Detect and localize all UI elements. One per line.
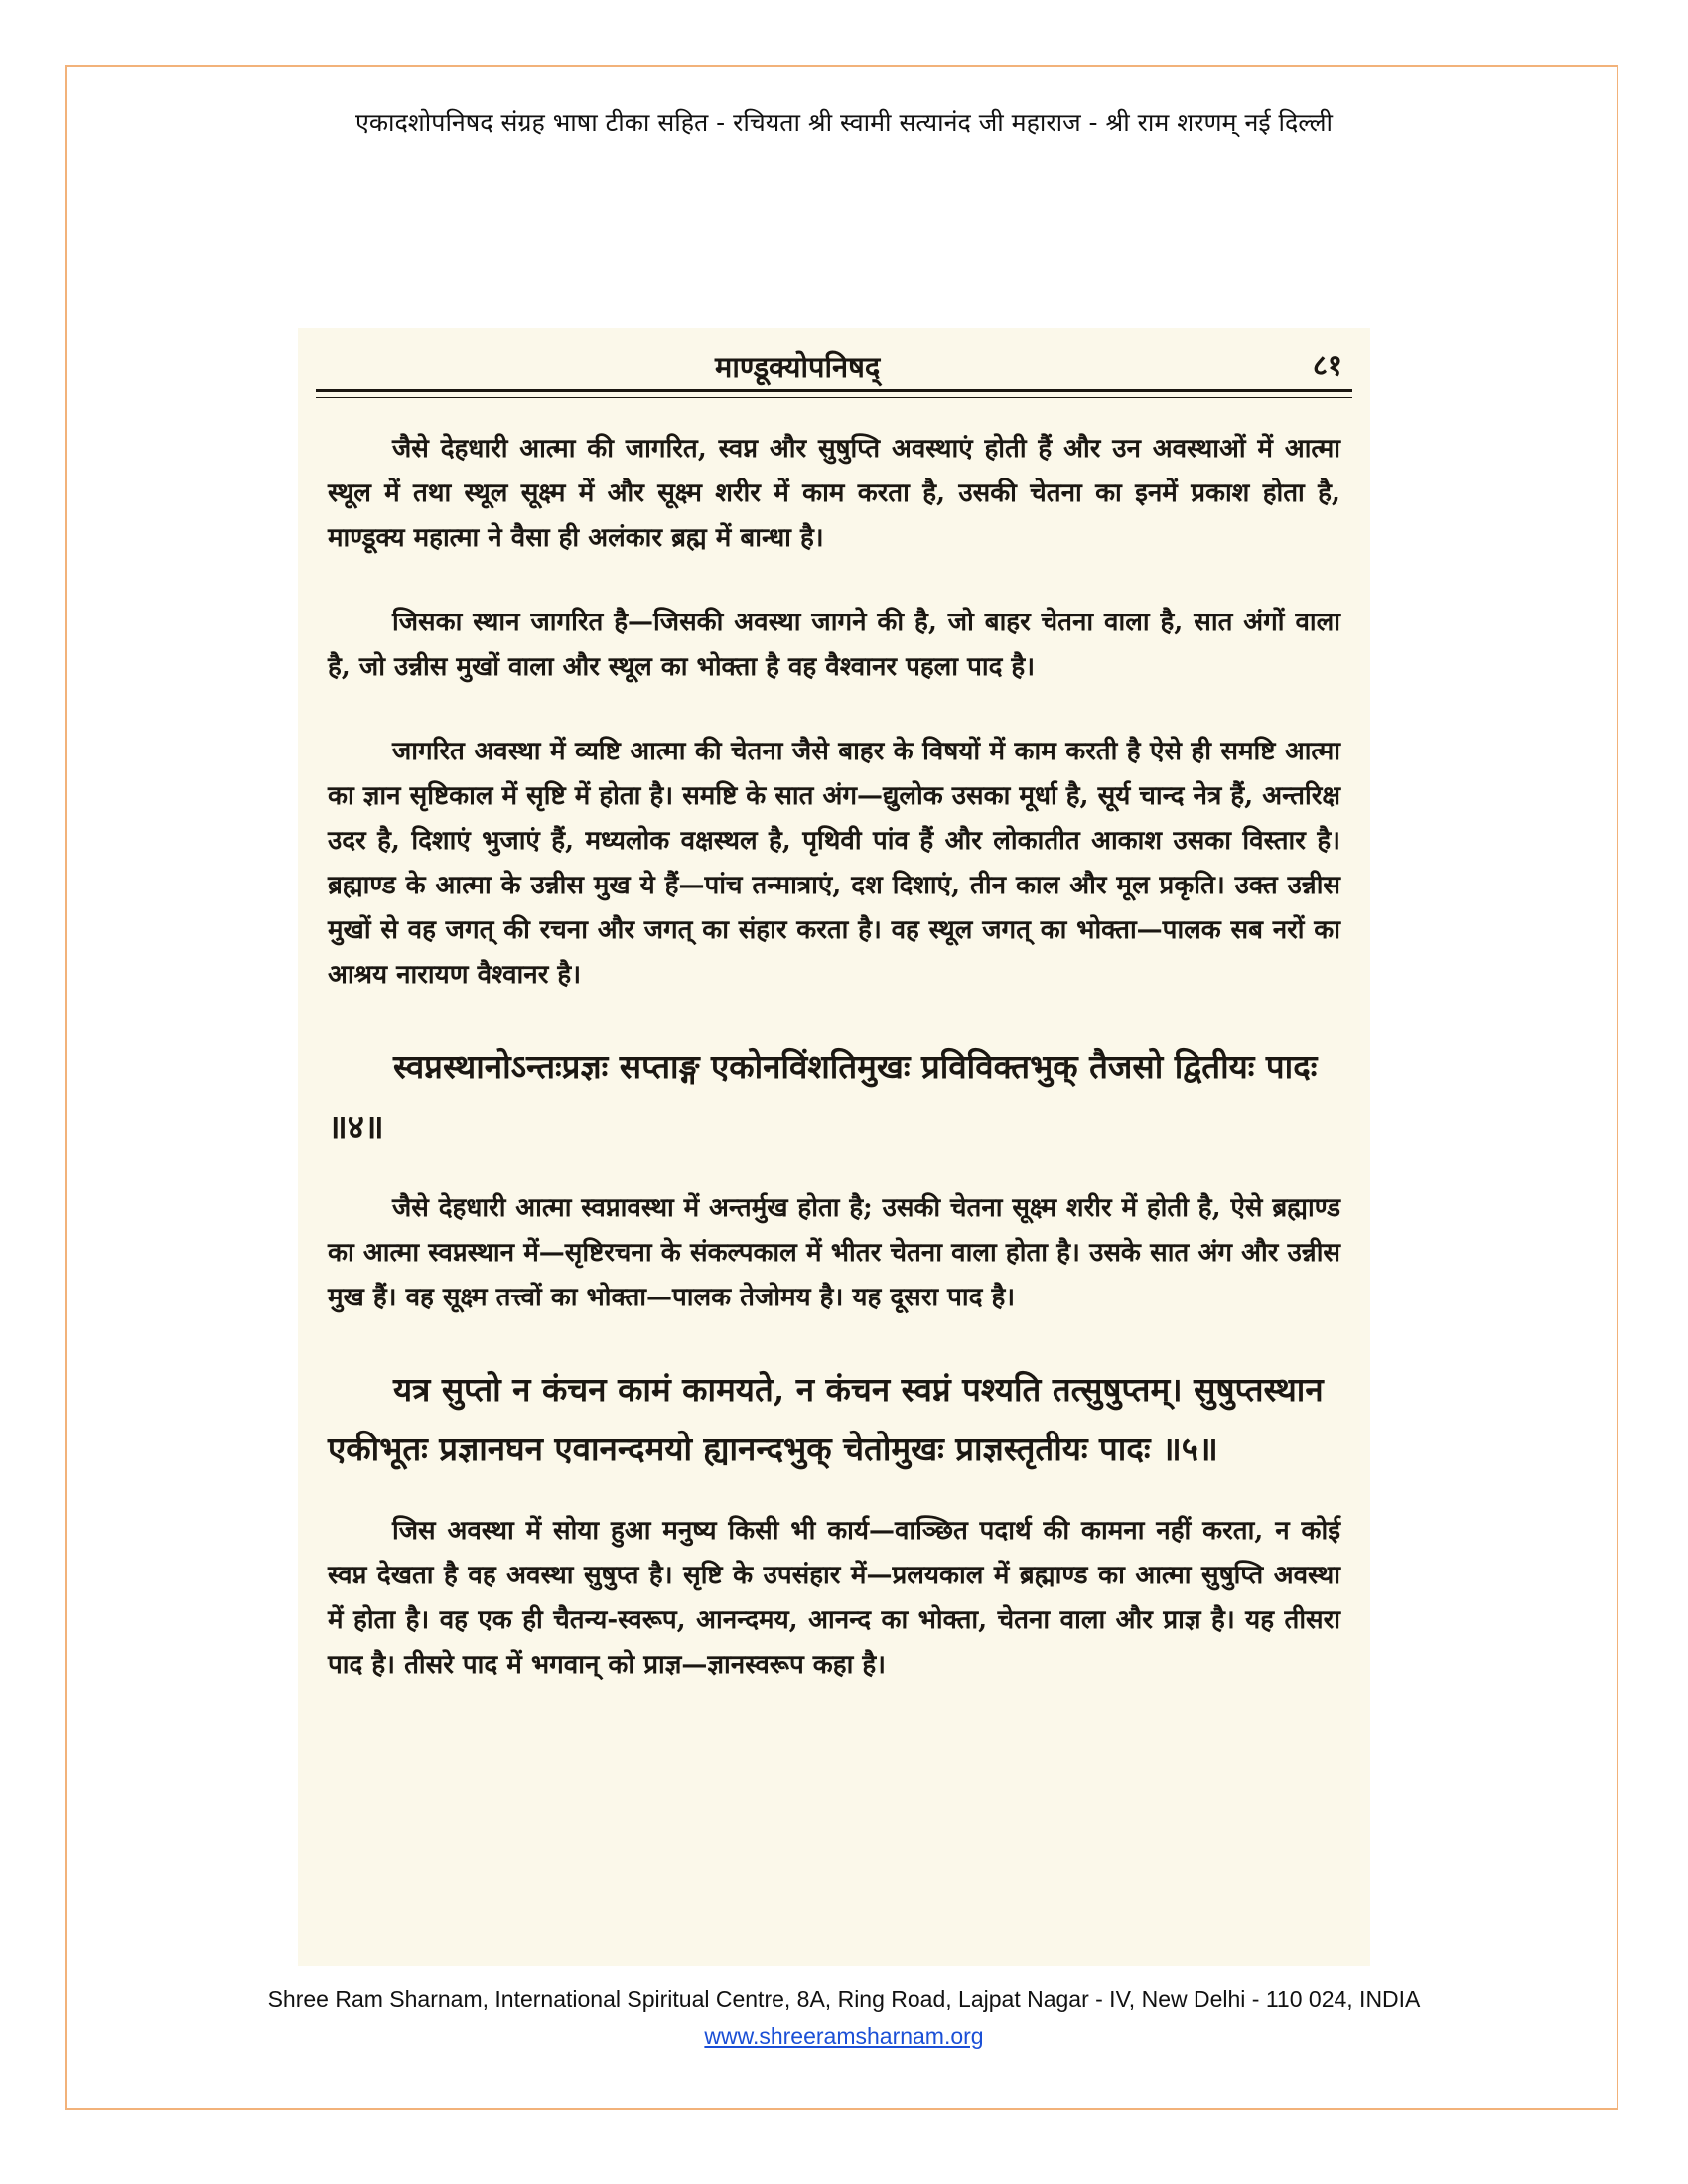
paragraph-3: जागरित अवस्था में व्यष्टि आत्मा की चेतना जैसे बाहर के विषयों में काम करती है ऐसे ही समष्टि आत्मा का ज्ञान सृष्टिकाल में सृष्टि में होता है। समष्टि के सात अंग—द्युलोक उसका मूर्धा है, सूर्य चान्द नेत्र हैं, अन्तरिक्ष उदर है, दिशाएं भुजाएं हैं, मध्यलोक वक्षस्थल है, पृथिवी पांव हैं और लोकातीत आकाश उसका विस्तार है। ब्रह्माण्ड के आत्मा के उन्नीस मुख ये हैं—पांच तन्मात्राएं, दश दिशाएं, तीन काल और मूल प्रकृति। उक्त उन्नीस मुखों से वह जगत् की रचना और जगत् का संहार करता है। वह स्थूल जगत् का भोक्ता—पालक सब नरों का आश्रय नारायण वैश्वानर है।: [328, 737, 1340, 990]
scanned-page: [298, 328, 1370, 1966]
page-number: ८१: [1312, 348, 1342, 382]
verse-4: स्वप्नस्थानोऽन्तःप्रज्ञः सप्ताङ्ग एकोनविंशतिमुखः प्रविविक्तभुक् तैजसो द्वितीयः पादः ॥४॥: [328, 1047, 1318, 1146]
website-link[interactable]: www.shreeramsharnam.org: [704, 2023, 984, 2049]
footer-address: Shree Ram Sharnam, International Spiritual Centre, 8A, Ring Road, Lajpat Nagar - IV, New Delhi - 110 024, INDIA: [267, 1986, 1421, 2012]
paragraph-1: जैसे देहधारी आत्मा की जागरित, स्वप्न और सुषुप्ति अवस्थाएं होती हैं और उन अवस्थाओं में आत्मा स्थूल में तथा स्थूल सूक्ष्म में और सूक्ष्म शरीर में काम करता है, उसकी चेतना का इनमें प्रकाश होता है, माण्डूक्य महात्मा ने वैसा ही अलंकार ब्रह्म में बान्धा है।: [328, 434, 1340, 553]
footer-website: [0, 2023, 1688, 2050]
running-head: माण्डूक्योपनिषद्: [715, 350, 881, 384]
header-rule: [316, 389, 1352, 392]
paragraph-4: जैसे देहधारी आत्मा स्वप्नावस्था में अन्तर्मुख होता है; उसकी चेतना सूक्ष्म शरीर में होती है, ऐसे ब्रह्माण्ड का आत्मा स्वप्नस्थान में—सृष्टिरचना के संकल्पकाल में भीतर चेतना वाला होता है। उसके सात अंग और उन्नीस मुख हैं। वह सूक्ष्म तत्त्वों का भोक्ता—पालक तेजोमय है। यह दूसरा पाद है।: [328, 1193, 1340, 1312]
page-body: [328, 427, 1340, 1727]
paragraph-5: जिस अवस्था में सोया हुआ मनुष्य किसी भी कार्य—वाञ्छित पदार्थ की कामना नहीं करता, न कोई स्वप्न देखता है वह अवस्था सुषुप्त है। सृष्टि के उपसंहार में—प्रलयकाल में ब्रह्माण्ड का आत्मा सुषुप्ति अवस्था में होता है। वह एक ही चैतन्य-स्वरूप, आनन्दमय, आनन्द का भोक्ता, चेतना वाला और प्राज्ञ है। यह तीसरा पाद है। तीसरे पाद में भगवान् को प्राज्ञ—ज्ञानस्वरूप कहा है।: [328, 1516, 1340, 1680]
verse-5: यत्र सुप्तो न कंचन कामं कामयते, न कंचन स्वप्नं पश्यति तत्सुषुप्तम्। सुषुप्तस्थान एकीभूतः प्रज्ञानघन एवानन्दमयो ह्यानन्दभुक् चेतोमुखः प्राज्ञस्तृतीयः पादः ॥५॥: [328, 1370, 1324, 1468]
paragraph-2: जिसका स्थान जागरित है—जिसकी अवस्था जागने की है, जो बाहर चेतना वाला है, सात अंगों वाला है, जो उन्नीस मुखों वाला और स्थूल का भोक्ता है वह वैश्वानर पहला पाद है।: [328, 608, 1340, 682]
header-rule-thin: [316, 397, 1352, 398]
document-header: एकादशोपनिषद संग्रह भाषा टीका सहित - रचियता श्री स्वामी सत्यानंद जी महाराज - श्री राम शरणम् नई दिल्ली: [355, 108, 1333, 137]
